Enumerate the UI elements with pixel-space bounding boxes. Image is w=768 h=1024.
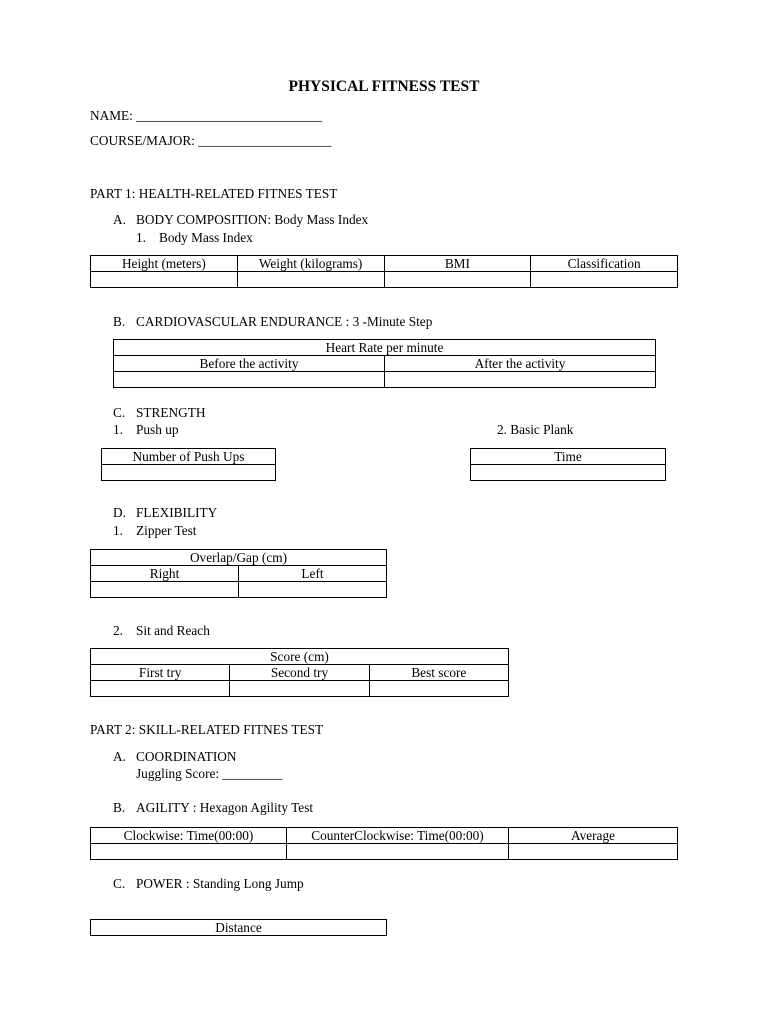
table-row — [102, 449, 276, 465]
sit-reach-label: Sit and Reach — [136, 623, 210, 638]
plank-time-cell[interactable] — [471, 465, 666, 481]
push-up-col-header: Number of Push Ups — [102, 449, 276, 465]
table-row — [471, 449, 666, 465]
table-row — [91, 272, 678, 288]
agility-marker: B. — [113, 800, 126, 815]
bmi-col-height: Height (meters) — [91, 256, 238, 272]
push-up-table — [101, 448, 276, 481]
table-row — [91, 681, 509, 697]
table-row — [91, 828, 678, 844]
table-row — [91, 665, 509, 681]
zipper-left-cell[interactable] — [239, 582, 387, 598]
section-c-power — [113, 876, 304, 891]
sit-reach-table — [90, 648, 509, 697]
zipper-right-cell[interactable] — [91, 582, 239, 598]
table-row — [102, 465, 276, 481]
zipper-test-marker: 1. — [113, 523, 123, 538]
agility-col-average: Average — [509, 828, 678, 844]
section-d-flexibility — [113, 505, 217, 520]
section-b-label: CARDIOVASCULAR ENDURANCE : 3 -Minute Step — [136, 314, 433, 329]
zipper-col-left: Left — [239, 566, 387, 582]
basic-plank-label: 2. Basic Plank — [497, 422, 574, 437]
part2-heading: PART 2: SKILL-RELATED FITNES TEST — [90, 722, 324, 737]
heart-rate-col-after: After the activity — [385, 356, 656, 372]
zipper-group-header: Overlap/Gap (cm) — [91, 550, 387, 566]
sit-reach-item — [113, 623, 210, 638]
section-a-coordination — [113, 749, 236, 764]
sit-reach-marker: 2. — [113, 623, 123, 638]
sit-reach-best-cell[interactable] — [369, 681, 508, 697]
bmi-subitem-label: Body Mass Index — [159, 230, 253, 245]
name-line: NAME: ____________________________ — [90, 108, 323, 123]
zipper-table — [90, 549, 387, 598]
table-row — [91, 649, 509, 665]
sit-reach-col-best: Best score — [369, 665, 508, 681]
agility-average-cell[interactable] — [509, 844, 678, 860]
page-title: PHYSICAL FITNESS TEST — [288, 78, 480, 95]
push-up-item — [113, 422, 179, 437]
section-a-label: BODY COMPOSITION: Body Mass Index — [136, 212, 369, 227]
agility-col-counterclockwise: CounterClockwise: Time(00:00) — [287, 828, 509, 844]
agility-label: AGILITY : Hexagon Agility Test — [136, 800, 314, 815]
section-c-marker: C. — [113, 405, 126, 420]
agility-col-clockwise: Clockwise: Time(00:00) — [91, 828, 287, 844]
table-row — [91, 566, 387, 582]
coordination-marker: A. — [113, 749, 126, 764]
heart-rate-after-cell[interactable] — [385, 372, 656, 388]
sit-reach-second-cell[interactable] — [230, 681, 369, 697]
section-c-strength — [113, 405, 205, 420]
section-b-agility — [113, 800, 313, 815]
distance-col-header: Distance — [91, 920, 387, 936]
sit-reach-group-header: Score (cm) — [91, 649, 509, 665]
bmi-col-bmi: BMI — [384, 256, 531, 272]
bmi-weight-cell[interactable] — [237, 272, 384, 288]
power-marker: C. — [113, 876, 126, 891]
push-up-label: Push up — [136, 422, 179, 437]
table-row — [114, 356, 656, 372]
bmi-value-cell[interactable] — [384, 272, 531, 288]
push-up-marker: 1. — [113, 422, 123, 437]
zipper-col-right: Right — [91, 566, 239, 582]
table-row — [114, 372, 656, 388]
bmi-table — [90, 255, 678, 288]
table-row — [471, 465, 666, 481]
distance-table — [90, 919, 387, 936]
zipper-test-item — [113, 523, 197, 538]
table-row — [91, 256, 678, 272]
agility-clockwise-cell[interactable] — [91, 844, 287, 860]
sit-reach-col-first: First try — [91, 665, 230, 681]
juggling-score-line: Juggling Score: _________ — [136, 766, 283, 781]
part1-heading: PART 1: HEALTH-RELATED FITNES TEST — [90, 186, 338, 201]
section-c-label: STRENGTH — [136, 405, 206, 420]
bmi-subitem — [136, 230, 253, 245]
push-up-count-cell[interactable] — [102, 465, 276, 481]
plank-col-time: Time — [471, 449, 666, 465]
bmi-height-cell[interactable] — [91, 272, 238, 288]
heart-rate-col-before: Before the activity — [114, 356, 385, 372]
table-row — [91, 920, 387, 936]
course-line: COURSE/MAJOR: ____________________ — [90, 133, 332, 148]
section-d-marker: D. — [113, 505, 126, 520]
power-label: POWER : Standing Long Jump — [136, 876, 304, 891]
heart-rate-table — [113, 339, 656, 388]
heart-rate-before-cell[interactable] — [114, 372, 385, 388]
plank-table — [470, 448, 666, 481]
agility-counterclockwise-cell[interactable] — [287, 844, 509, 860]
section-d-label: FLEXIBILITY — [136, 505, 218, 520]
sit-reach-col-second: Second try — [230, 665, 369, 681]
section-a-body-composition — [113, 212, 368, 227]
table-row — [91, 582, 387, 598]
bmi-col-weight: Weight (kilograms) — [237, 256, 384, 272]
bmi-subitem-marker: 1. — [136, 230, 146, 245]
table-row — [114, 340, 656, 356]
sit-reach-first-cell[interactable] — [91, 681, 230, 697]
agility-table — [90, 827, 678, 860]
coordination-label: COORDINATION — [136, 749, 237, 764]
section-a-marker: A. — [113, 212, 126, 227]
bmi-col-classification: Classification — [531, 256, 678, 272]
section-b-marker: B. — [113, 314, 126, 329]
table-row — [91, 844, 678, 860]
zipper-test-label: Zipper Test — [136, 523, 197, 538]
section-b-cardio — [113, 314, 432, 329]
heart-rate-group-header: Heart Rate per minute — [114, 340, 656, 356]
table-row — [91, 550, 387, 566]
bmi-classification-cell[interactable] — [531, 272, 678, 288]
